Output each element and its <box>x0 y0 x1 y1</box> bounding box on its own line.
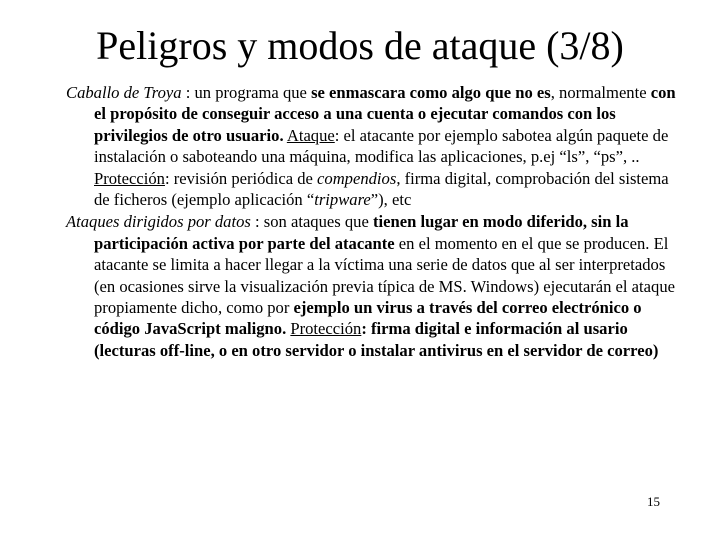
bold-text-run: tienen lugar en modo diferido, sin la participación activa por parte del atacante <box>94 212 629 253</box>
text-run: : un programa que <box>181 83 312 102</box>
text-run: : son ataques que <box>250 212 373 232</box>
text-run: , normalmente <box>550 83 651 102</box>
text-run: , firma digital, comprobación del sistema de ficheros (ejemplo aplicación “ <box>94 168 669 210</box>
paragraph-ataques-dirigidos <box>66 211 688 361</box>
bold-text-run: se enmascara como algo que no es <box>311 83 551 102</box>
page-number: 15 <box>647 494 660 509</box>
italic-text-run: Ataques dirigidos por datos <box>66 212 251 232</box>
slide-body <box>66 82 688 361</box>
text-run: : revisión periódica de <box>164 168 318 188</box>
italic-text-run: compendios <box>317 168 397 188</box>
text-run: en el momento en el que se producen. El atacante se limita a hacer llegar a la víctima una serie de datos que al ser interpretados (en ocasiones sirve la visualización previa típica de MS. Windows) ejecutarán el ataque propiamente dicho, como por <box>94 233 675 318</box>
bold-text-run: ejemplo un virus a través del correo electrónico o código JavaScript maligno. <box>94 298 642 339</box>
underlined-text-run: Ataque <box>286 125 335 145</box>
bold-text-run: con el propósito de conseguir acceso a una cuenta o ejecutar comandos con los privilegios de otro usuario. <box>94 83 676 145</box>
italic-text-run: tripware <box>314 190 371 210</box>
underlined-text-run: Protección <box>94 168 165 188</box>
text-run: ”), etc <box>370 190 412 210</box>
slide-title: Peligros y modos de ataque (3/8) <box>96 23 624 68</box>
paragraph-caballo-de-troya <box>66 82 688 210</box>
bold-text-run: : firma digital e información al usario (lecturas off-line, o en otro servidor o instalar antivirus en el servidor de correo) <box>94 319 659 360</box>
italic-text-run: Caballo de Troya <box>66 83 182 102</box>
text-run: : el atacante por ejemplo sabotea algún paquete de instalación o saboteando una máquina, modifica las aplicaciones, p.ej “ls”, “ps”, .. <box>94 125 669 167</box>
underlined-text-run: Protección <box>290 319 362 339</box>
